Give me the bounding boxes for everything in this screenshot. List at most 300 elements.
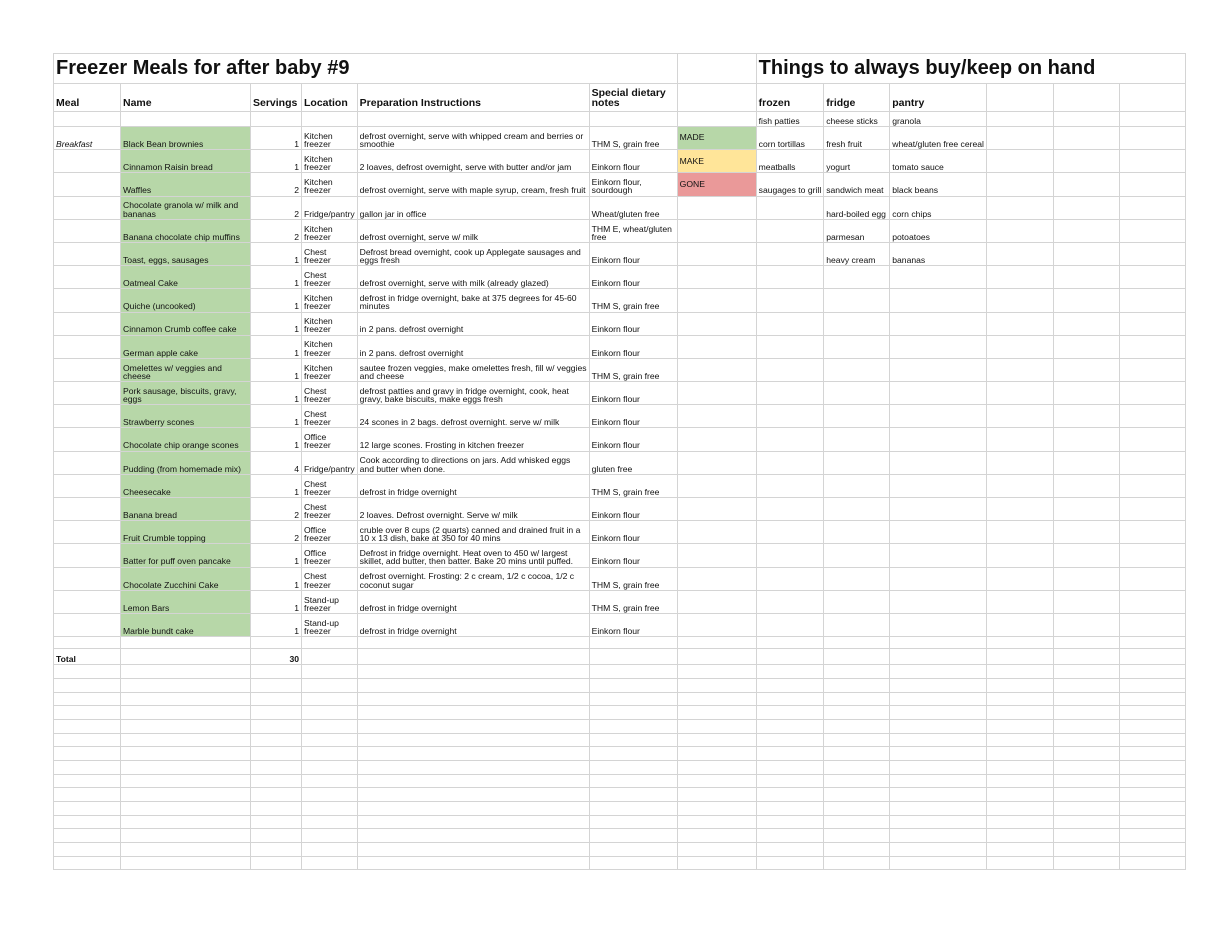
cell[interactable] [890, 358, 987, 381]
cell[interactable] [54, 802, 121, 816]
cell[interactable] [677, 54, 756, 84]
cell[interactable] [357, 802, 589, 816]
cell[interactable] [824, 649, 890, 665]
cell[interactable] [302, 649, 358, 665]
cell[interactable] [890, 747, 987, 761]
cell[interactable] [756, 678, 824, 692]
cell[interactable] [1119, 219, 1185, 242]
dietary-notes[interactable]: THM S, grain free [589, 474, 677, 497]
cell[interactable] [1119, 815, 1185, 829]
servings[interactable]: 2 [251, 173, 302, 196]
cell[interactable] [824, 747, 890, 761]
cell[interactable] [986, 312, 1053, 335]
cell[interactable] [890, 788, 987, 802]
cell[interactable] [677, 590, 756, 613]
cell[interactable] [890, 544, 987, 567]
cell[interactable] [251, 774, 302, 788]
cell[interactable] [677, 706, 756, 720]
cell[interactable] [1119, 665, 1185, 679]
servings[interactable]: 2 [251, 196, 302, 219]
cell[interactable] [1053, 788, 1119, 802]
cell[interactable] [1053, 733, 1119, 747]
dietary-notes[interactable]: THM S, grain free [589, 358, 677, 381]
cell[interactable] [824, 856, 890, 870]
instructions[interactable]: cruble over 8 cups (2 quarts) canned and drained fruit in a 10 x 13 dish, bake at 350 for 40 mins [357, 521, 589, 544]
meal-name[interactable]: Cinnamon Crumb coffee cake [121, 312, 251, 335]
frozen-item[interactable]: corn tortillas [756, 127, 824, 150]
cell[interactable] [890, 289, 987, 312]
location[interactable]: Chest freezer [302, 567, 358, 590]
cell[interactable] [1119, 843, 1185, 857]
cell[interactable] [1119, 335, 1185, 358]
cell[interactable] [1119, 150, 1185, 173]
meal-name[interactable]: Black Bean brownies [121, 127, 251, 150]
fridge-item[interactable]: parmesan [824, 219, 890, 242]
cell[interactable] [890, 733, 987, 747]
cell[interactable] [824, 335, 890, 358]
cell[interactable] [986, 266, 1053, 289]
cell[interactable] [677, 649, 756, 665]
cell[interactable] [1119, 856, 1185, 870]
instructions[interactable]: defrost overnight. Frosting: 2 c cream, 1/2 c cocoa, 1/2 c coconut sugar [357, 567, 589, 590]
cell[interactable] [251, 815, 302, 829]
cell[interactable] [824, 665, 890, 679]
header-frozen[interactable]: frozen [756, 84, 824, 112]
instructions[interactable]: defrost overnight, serve with whipped cream and berries or smoothie [357, 127, 589, 150]
cell[interactable] [1119, 474, 1185, 497]
cell[interactable] [824, 843, 890, 857]
cell[interactable] [890, 760, 987, 774]
cell[interactable] [756, 590, 824, 613]
instructions[interactable]: Cook according to directions on jars. Add whisked eggs and butter when done. [357, 451, 589, 474]
cell[interactable] [677, 451, 756, 474]
meal-category[interactable] [54, 289, 121, 312]
cell[interactable] [54, 112, 121, 127]
cell[interactable] [677, 405, 756, 428]
meal-category[interactable] [54, 544, 121, 567]
cell[interactable] [756, 665, 824, 679]
meal-name[interactable]: German apple cake [121, 335, 251, 358]
cell[interactable] [986, 692, 1053, 706]
pantry-item[interactable]: granola [890, 112, 987, 127]
cell[interactable] [986, 706, 1053, 720]
cell[interactable] [986, 613, 1053, 636]
location[interactable]: Fridge/pantry [302, 451, 358, 474]
dietary-notes[interactable]: Wheat/gluten free [589, 196, 677, 219]
cell[interactable] [677, 544, 756, 567]
cell[interactable] [986, 127, 1053, 150]
cell[interactable] [589, 829, 677, 843]
cell[interactable] [1053, 335, 1119, 358]
cell[interactable] [251, 665, 302, 679]
location[interactable]: Office freezer [302, 544, 358, 567]
meal-name[interactable]: Waffles [121, 173, 251, 196]
cell[interactable] [986, 474, 1053, 497]
cell[interactable] [251, 760, 302, 774]
cell[interactable] [677, 678, 756, 692]
location[interactable]: Chest freezer [302, 382, 358, 405]
cell[interactable] [1119, 544, 1185, 567]
fridge-item[interactable]: sandwich meat [824, 173, 890, 196]
cell[interactable] [824, 706, 890, 720]
cell[interactable] [54, 665, 121, 679]
servings[interactable]: 1 [251, 127, 302, 150]
header-meal[interactable]: Meal [54, 84, 121, 112]
cell[interactable] [251, 112, 302, 127]
cell[interactable] [121, 774, 251, 788]
cell[interactable] [824, 451, 890, 474]
cell[interactable] [1053, 544, 1119, 567]
meal-name[interactable]: Fruit Crumble topping [121, 521, 251, 544]
cell[interactable] [890, 405, 987, 428]
cell[interactable] [251, 788, 302, 802]
cell[interactable] [1053, 613, 1119, 636]
cell[interactable] [986, 150, 1053, 173]
cell[interactable] [986, 173, 1053, 196]
cell[interactable] [890, 312, 987, 335]
cell[interactable] [357, 678, 589, 692]
pantry-item[interactable]: wheat/gluten free cereal [890, 127, 987, 150]
cell[interactable] [1053, 266, 1119, 289]
meal-name[interactable]: Pork sausage, biscuits, gravy, eggs [121, 382, 251, 405]
dietary-notes[interactable]: Einkorn flour [589, 428, 677, 451]
cell[interactable] [677, 567, 756, 590]
cell[interactable] [677, 84, 756, 112]
meal-name[interactable]: Chocolate granola w/ milk and bananas [121, 196, 251, 219]
cell[interactable] [677, 665, 756, 679]
instructions[interactable]: defrost in fridge overnight [357, 590, 589, 613]
cell[interactable] [756, 289, 824, 312]
status-legend-make[interactable]: MAKE [677, 150, 756, 173]
cell[interactable] [1053, 590, 1119, 613]
dietary-notes[interactable]: Einkorn flour [589, 544, 677, 567]
cell[interactable] [756, 829, 824, 843]
pantry-item[interactable]: potoatoes [890, 219, 987, 242]
cell[interactable] [756, 733, 824, 747]
cell[interactable] [890, 649, 987, 665]
pantry-item[interactable]: black beans [890, 173, 987, 196]
cell[interactable] [890, 856, 987, 870]
header-servings[interactable]: Servings [251, 84, 302, 112]
cell[interactable] [54, 843, 121, 857]
status-legend-made[interactable]: MADE [677, 127, 756, 150]
cell[interactable] [302, 637, 358, 649]
cell[interactable] [824, 266, 890, 289]
cell[interactable] [986, 544, 1053, 567]
cell[interactable] [824, 760, 890, 774]
cell[interactable] [302, 760, 358, 774]
cell[interactable] [1119, 358, 1185, 381]
cell[interactable] [357, 815, 589, 829]
cell[interactable] [1053, 567, 1119, 590]
cell[interactable] [1119, 649, 1185, 665]
meal-category[interactable] [54, 613, 121, 636]
cell[interactable] [677, 382, 756, 405]
dietary-notes[interactable]: Einkorn flour [589, 382, 677, 405]
cell[interactable] [1119, 706, 1185, 720]
dietary-notes[interactable]: Einkorn flour [589, 150, 677, 173]
cell[interactable] [121, 692, 251, 706]
cell[interactable] [986, 856, 1053, 870]
cell[interactable] [121, 760, 251, 774]
cell[interactable] [1053, 706, 1119, 720]
servings[interactable]: 4 [251, 451, 302, 474]
cell[interactable] [1053, 498, 1119, 521]
dietary-notes[interactable]: Einkorn flour, sourdough [589, 173, 677, 196]
meal-category[interactable] [54, 382, 121, 405]
cell[interactable] [302, 802, 358, 816]
cell[interactable] [589, 692, 677, 706]
cell[interactable] [756, 405, 824, 428]
location[interactable]: Stand-up freezer [302, 590, 358, 613]
meal-category[interactable] [54, 428, 121, 451]
cell[interactable] [121, 829, 251, 843]
cell[interactable] [986, 428, 1053, 451]
cell[interactable] [1053, 242, 1119, 265]
cell[interactable] [589, 678, 677, 692]
cell[interactable] [1119, 312, 1185, 335]
frozen-item[interactable]: fish patties [756, 112, 824, 127]
cell[interactable] [1053, 112, 1119, 127]
meal-category[interactable] [54, 242, 121, 265]
meal-name[interactable]: Banana chocolate chip muffins [121, 219, 251, 242]
cell[interactable] [756, 637, 824, 649]
cell[interactable] [1119, 692, 1185, 706]
cell[interactable] [1053, 678, 1119, 692]
frozen-item[interactable] [756, 196, 824, 219]
cell[interactable] [986, 451, 1053, 474]
header-location[interactable]: Location [302, 84, 358, 112]
header-instructions[interactable]: Preparation Instructions [357, 84, 589, 112]
cell[interactable] [824, 613, 890, 636]
cell[interactable] [824, 405, 890, 428]
meal-category[interactable] [54, 521, 121, 544]
meal-name[interactable]: Chocolate Zucchini Cake [121, 567, 251, 590]
location[interactable]: Chest freezer [302, 498, 358, 521]
cell[interactable] [756, 613, 824, 636]
cell[interactable] [756, 358, 824, 381]
cell[interactable] [1053, 829, 1119, 843]
cell[interactable] [357, 665, 589, 679]
cell[interactable] [589, 802, 677, 816]
cell[interactable] [54, 706, 121, 720]
total-servings[interactable]: 30 [251, 649, 302, 665]
cell[interactable] [677, 521, 756, 544]
cell[interactable] [121, 815, 251, 829]
instructions[interactable]: 12 large scones. Frosting in kitchen freezer [357, 428, 589, 451]
cell[interactable] [756, 428, 824, 451]
cell[interactable] [121, 856, 251, 870]
cell[interactable] [302, 112, 358, 127]
cell[interactable] [121, 747, 251, 761]
servings[interactable]: 1 [251, 567, 302, 590]
cell[interactable] [756, 474, 824, 497]
servings[interactable]: 1 [251, 150, 302, 173]
cell[interactable] [1053, 843, 1119, 857]
cell[interactable] [986, 289, 1053, 312]
cell[interactable] [251, 706, 302, 720]
fridge-item[interactable]: yogurt [824, 150, 890, 173]
servings[interactable]: 1 [251, 613, 302, 636]
cell[interactable] [986, 829, 1053, 843]
cell[interactable] [824, 829, 890, 843]
cell[interactable] [824, 692, 890, 706]
cell[interactable] [890, 382, 987, 405]
cell[interactable] [756, 856, 824, 870]
cell[interactable] [54, 692, 121, 706]
servings[interactable]: 1 [251, 590, 302, 613]
cell[interactable] [357, 760, 589, 774]
header-fridge[interactable]: fridge [824, 84, 890, 112]
cell[interactable] [986, 567, 1053, 590]
cell[interactable] [824, 289, 890, 312]
cell[interactable] [1119, 760, 1185, 774]
cell[interactable] [986, 665, 1053, 679]
cell[interactable] [677, 266, 756, 289]
cell[interactable] [589, 112, 677, 127]
servings[interactable]: 1 [251, 382, 302, 405]
cell[interactable] [251, 678, 302, 692]
cell[interactable] [251, 692, 302, 706]
fridge-item[interactable]: cheese sticks [824, 112, 890, 127]
cell[interactable] [824, 544, 890, 567]
meal-name[interactable]: Banana bread [121, 498, 251, 521]
pantry-item[interactable]: corn chips [890, 196, 987, 219]
cell[interactable] [1119, 84, 1185, 112]
cell[interactable] [1119, 802, 1185, 816]
cell[interactable] [302, 829, 358, 843]
servings[interactable]: 1 [251, 544, 302, 567]
cell[interactable] [986, 382, 1053, 405]
instructions[interactable]: defrost overnight, serve with milk (already glazed) [357, 266, 589, 289]
servings[interactable]: 1 [251, 335, 302, 358]
meal-name[interactable]: Quiche (uncooked) [121, 289, 251, 312]
cell[interactable] [1119, 613, 1185, 636]
fridge-item[interactable]: fresh fruit [824, 127, 890, 150]
meal-category[interactable] [54, 358, 121, 381]
meal-category[interactable] [54, 474, 121, 497]
servings[interactable]: 2 [251, 498, 302, 521]
cell[interactable] [824, 733, 890, 747]
cell[interactable] [1053, 84, 1119, 112]
cell[interactable] [677, 692, 756, 706]
cell[interactable] [677, 802, 756, 816]
meal-category[interactable] [54, 150, 121, 173]
status-legend-gone[interactable]: GONE [677, 173, 756, 196]
cell[interactable] [1119, 428, 1185, 451]
cell[interactable] [986, 802, 1053, 816]
dietary-notes[interactable]: THM S, grain free [589, 590, 677, 613]
cell[interactable] [890, 719, 987, 733]
meal-category[interactable] [54, 590, 121, 613]
location[interactable]: Office freezer [302, 521, 358, 544]
cell[interactable] [54, 815, 121, 829]
cell[interactable] [756, 706, 824, 720]
location[interactable]: Office freezer [302, 428, 358, 451]
cell[interactable] [121, 843, 251, 857]
cell[interactable] [54, 856, 121, 870]
cell[interactable] [1053, 428, 1119, 451]
cell[interactable] [890, 521, 987, 544]
cell[interactable] [756, 719, 824, 733]
cell[interactable] [756, 815, 824, 829]
cell[interactable] [1119, 382, 1185, 405]
cell[interactable] [1119, 112, 1185, 127]
cell[interactable] [677, 774, 756, 788]
meal-name[interactable]: Chocolate chip orange scones [121, 428, 251, 451]
cell[interactable] [121, 733, 251, 747]
cell[interactable] [121, 665, 251, 679]
servings[interactable]: 1 [251, 312, 302, 335]
cell[interactable] [677, 719, 756, 733]
cell[interactable] [357, 112, 589, 127]
cell[interactable] [986, 112, 1053, 127]
cell[interactable] [251, 637, 302, 649]
cell[interactable] [677, 289, 756, 312]
cell[interactable] [1119, 774, 1185, 788]
cell[interactable] [121, 719, 251, 733]
cell[interactable] [986, 405, 1053, 428]
cell[interactable] [121, 649, 251, 665]
cell[interactable] [1053, 747, 1119, 761]
cell[interactable] [890, 692, 987, 706]
meal-category[interactable] [54, 173, 121, 196]
cell[interactable] [589, 747, 677, 761]
cell[interactable] [357, 843, 589, 857]
location[interactable]: Chest freezer [302, 474, 358, 497]
instructions[interactable]: defrost overnight, serve with maple syrup, cream, fresh fruit [357, 173, 589, 196]
cell[interactable] [251, 719, 302, 733]
cell[interactable] [824, 567, 890, 590]
instructions[interactable]: 24 scones in 2 bags. defrost overnight. serve w/ milk [357, 405, 589, 428]
dietary-notes[interactable]: THM S, grain free [589, 289, 677, 312]
frozen-item[interactable] [756, 219, 824, 242]
dietary-notes[interactable]: Einkorn flour [589, 266, 677, 289]
location[interactable]: Chest freezer [302, 405, 358, 428]
cell[interactable] [54, 719, 121, 733]
cell[interactable] [302, 665, 358, 679]
cell[interactable] [357, 719, 589, 733]
cell[interactable] [1053, 665, 1119, 679]
cell[interactable] [121, 112, 251, 127]
cell[interactable] [824, 428, 890, 451]
cell[interactable] [302, 719, 358, 733]
cell[interactable] [54, 733, 121, 747]
cell[interactable] [251, 733, 302, 747]
cell[interactable] [1119, 266, 1185, 289]
servings[interactable]: 1 [251, 289, 302, 312]
cell[interactable] [121, 678, 251, 692]
meal-category[interactable] [54, 219, 121, 242]
cell[interactable] [302, 747, 358, 761]
dietary-notes[interactable]: gluten free [589, 451, 677, 474]
cell[interactable] [824, 382, 890, 405]
cell[interactable] [756, 567, 824, 590]
instructions[interactable]: defrost in fridge overnight, bake at 375 degrees for 45-60 minutes [357, 289, 589, 312]
cell[interactable] [756, 692, 824, 706]
cell[interactable] [890, 428, 987, 451]
frozen-item[interactable] [756, 242, 824, 265]
cell[interactable] [986, 196, 1053, 219]
cell[interactable] [986, 774, 1053, 788]
servings[interactable]: 2 [251, 521, 302, 544]
cell[interactable] [890, 567, 987, 590]
servings[interactable]: 1 [251, 405, 302, 428]
cell[interactable] [1053, 219, 1119, 242]
cell[interactable] [677, 242, 756, 265]
instructions[interactable]: defrost patties and gravy in fridge overnight, cook, heat gravy, bake biscuits, make eggs fresh [357, 382, 589, 405]
servings[interactable]: 2 [251, 219, 302, 242]
